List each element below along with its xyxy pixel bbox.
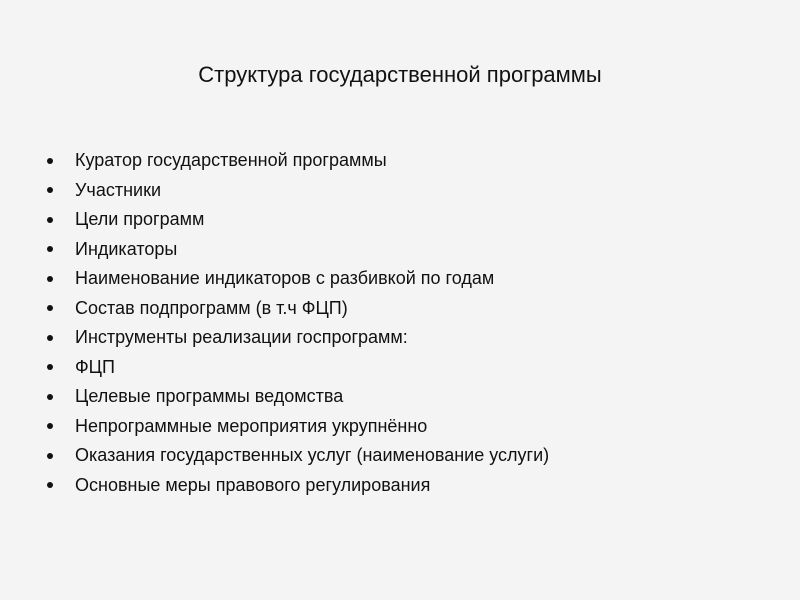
bullet-icon bbox=[47, 394, 53, 400]
bullet-icon bbox=[47, 335, 53, 341]
bullet-icon bbox=[47, 158, 53, 164]
list-item bbox=[47, 264, 549, 294]
bullet-icon bbox=[47, 217, 53, 223]
bullet-list bbox=[47, 146, 549, 500]
list-item-text: Участники bbox=[75, 179, 161, 200]
bullet-icon bbox=[47, 482, 53, 488]
list-item-text: Цели программ bbox=[75, 209, 205, 230]
bullet-icon bbox=[47, 453, 53, 459]
list-item-text: Наименование индикаторов с разбивкой по годам bbox=[75, 268, 495, 289]
list-item-text: ФЦП bbox=[75, 356, 115, 377]
list-item bbox=[47, 294, 549, 324]
list-item bbox=[47, 412, 549, 442]
list-item bbox=[47, 471, 549, 501]
bullet-icon bbox=[47, 187, 53, 193]
list-item bbox=[47, 176, 549, 206]
list-item-text: Основные меры правового регулирования bbox=[75, 474, 431, 495]
list-item bbox=[47, 323, 549, 353]
list-item bbox=[47, 353, 549, 383]
bullet-icon bbox=[47, 246, 53, 252]
list-item bbox=[47, 146, 549, 176]
bullet-icon bbox=[47, 364, 53, 370]
list-item bbox=[47, 235, 549, 265]
bullet-icon bbox=[47, 305, 53, 311]
list-item-text: Инструменты реализации госпрограмм: bbox=[75, 327, 408, 348]
list-item-text: Состав подпрограмм (в т.ч ФЦП) bbox=[75, 297, 348, 318]
slide-title: Структура государственной программы bbox=[198, 62, 602, 87]
list-item bbox=[47, 205, 549, 235]
bullet-icon bbox=[47, 423, 53, 429]
list-item bbox=[47, 441, 549, 471]
list-item bbox=[47, 382, 549, 412]
list-item-text: Непрограммные мероприятия укрупнённо bbox=[75, 415, 428, 436]
list-item-text: Куратор государственной программы bbox=[75, 150, 387, 171]
list-item-text: Целевые программы ведомства bbox=[75, 386, 344, 407]
list-item-text: Оказания государственных услуг (наименование услуги) bbox=[75, 445, 550, 466]
list-item-text: Индикаторы bbox=[75, 238, 178, 259]
bullet-icon bbox=[47, 276, 53, 282]
